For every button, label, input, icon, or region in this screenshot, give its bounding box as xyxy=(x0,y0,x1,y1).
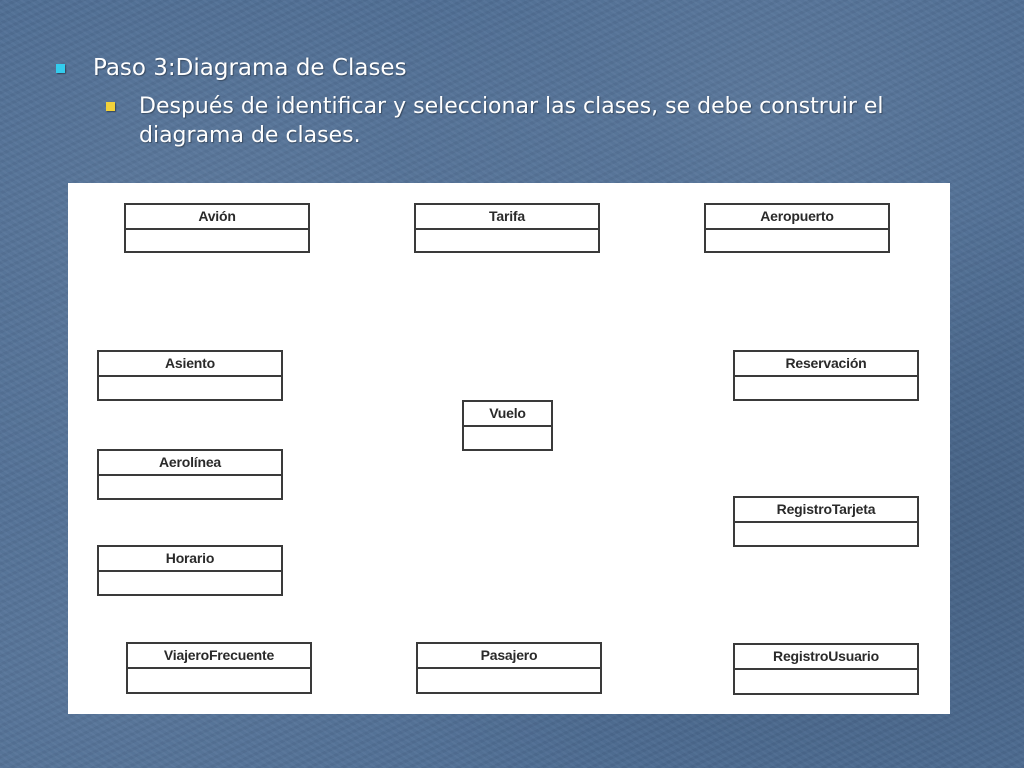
class-box-asiento xyxy=(97,350,283,401)
class-attributes xyxy=(706,230,888,252)
class-box-vuelo xyxy=(462,400,553,451)
class-name: Tarifa xyxy=(416,205,598,230)
class-box-pasajero xyxy=(416,642,602,694)
class-name: Aerolínea xyxy=(99,451,281,476)
class-attributes xyxy=(416,230,598,252)
class-name: RegistroTarjeta xyxy=(735,498,917,523)
class-box-tarifa xyxy=(414,203,600,253)
class-box-viajerofrecuente xyxy=(126,642,312,694)
class-box-aeropuerto xyxy=(704,203,890,253)
class-name: Vuelo xyxy=(464,402,551,427)
class-attributes xyxy=(128,669,310,691)
class-attributes xyxy=(99,572,281,594)
class-box-aerolinea xyxy=(97,449,283,500)
class-attributes xyxy=(464,427,551,449)
class-attributes xyxy=(99,377,281,399)
class-attributes xyxy=(418,669,600,691)
class-attributes xyxy=(735,377,917,399)
class-name: Aeropuerto xyxy=(706,205,888,230)
class-box-registrousuario xyxy=(733,643,919,695)
bullet-level-1 xyxy=(56,54,407,82)
square-bullet-icon xyxy=(56,64,65,73)
class-attributes xyxy=(126,230,308,252)
class-attributes xyxy=(735,670,917,692)
class-name: Horario xyxy=(99,547,281,572)
class-name: RegistroUsuario xyxy=(735,645,917,670)
bullet-level-2 xyxy=(106,92,926,150)
square-bullet-icon xyxy=(106,102,115,111)
class-attributes xyxy=(99,476,281,498)
slide-heading: Paso 3:Diagrama de Clases xyxy=(93,55,407,81)
class-name: ViajeroFrecuente xyxy=(128,644,310,669)
class-name: Avión xyxy=(126,205,308,230)
class-diagram xyxy=(68,183,950,714)
class-box-reservacion xyxy=(733,350,919,401)
class-box-registrotarjeta xyxy=(733,496,919,547)
slide-description: Después de identificar y seleccionar las clases, se debe construir el diagrama de clases. xyxy=(139,94,884,148)
class-box-avion xyxy=(124,203,310,253)
class-name: Reservación xyxy=(735,352,917,377)
class-name: Pasajero xyxy=(418,644,600,669)
class-name: Asiento xyxy=(99,352,281,377)
class-box-horario xyxy=(97,545,283,596)
class-attributes xyxy=(735,523,917,545)
